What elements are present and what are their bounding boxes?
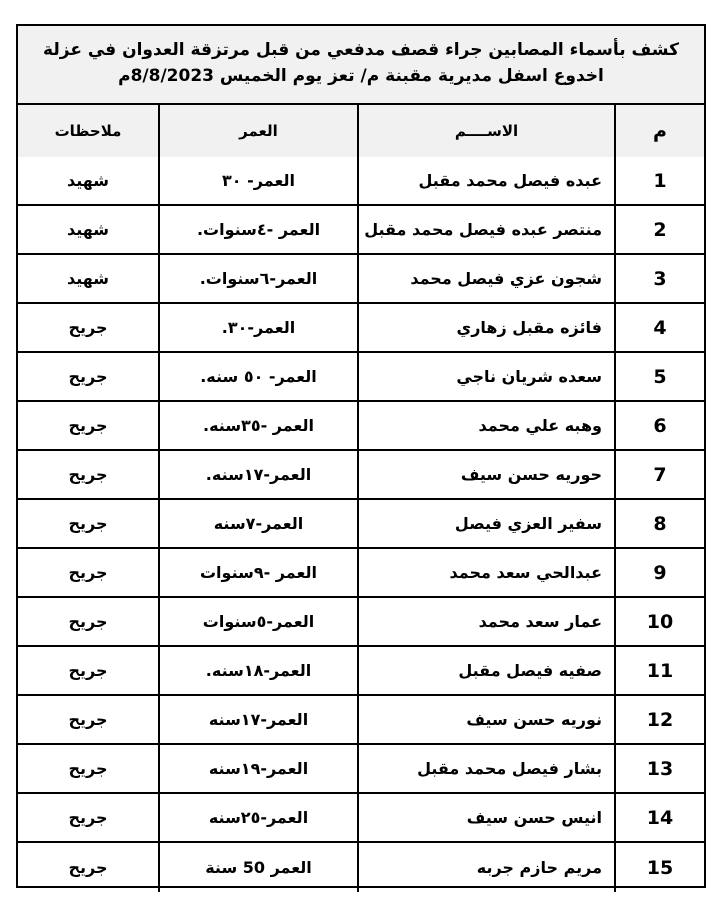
row-number-cell: 8	[616, 500, 704, 549]
row-notes-cell: جريح	[18, 402, 160, 451]
row-number-cell: 15	[646, 856, 674, 879]
row-notes-cell: جريح	[18, 843, 160, 892]
row-name-cell: سفير العزي فيصل	[359, 500, 616, 549]
row-notes-cell: جريح	[18, 451, 160, 500]
row-number-cell: 10	[616, 598, 704, 647]
row-age-cell: العمر -٤سنوات.	[160, 206, 359, 255]
header-name: الاســــم	[359, 105, 616, 157]
row-number-cell: 7	[616, 451, 704, 500]
row-notes-cell: شهيد	[18, 206, 160, 255]
row-age-cell: العمر-١٧سنه	[160, 696, 359, 745]
row-age-cell: العمر-١٩سنه	[160, 745, 359, 794]
row-name-cell: مريم حازم جربه	[359, 843, 616, 892]
table-row	[18, 451, 704, 500]
table-row	[18, 157, 704, 206]
row-notes-cell: جريح	[18, 500, 160, 549]
row-age-cell: العمر-١٧سنه.	[160, 451, 359, 500]
table-row	[18, 255, 704, 304]
row-name-cell: منتصر عبده فيصل محمد مقبل	[359, 206, 616, 255]
row-age-cell: العمر-١٨سنه.	[160, 647, 359, 696]
header-number: م	[616, 105, 704, 157]
table-row	[18, 696, 704, 745]
row-age-cell: العمر- ٥٠ سنه.	[160, 353, 359, 402]
row-name-cell: سعده شريان ناجي	[359, 353, 616, 402]
row-number-cell: 1	[616, 157, 704, 206]
title-line-1: كشف بأسماء المصابين جراء قصف مدفعي من قبل مرتزقة العدوان في عزلة	[43, 40, 679, 60]
row-number-cell: 6	[616, 402, 704, 451]
row-age-cell: العمر- ٣٠	[160, 157, 359, 206]
row-age-cell: العمر-٥سنوات	[160, 598, 359, 647]
row-age-cell: العمر -٩سنوات	[160, 549, 359, 598]
casualty-table	[18, 105, 704, 892]
row-name-cell: بشار فيصل محمد مقبل	[359, 745, 616, 794]
row-notes-cell: شهيد	[18, 157, 160, 206]
row-notes-cell: شهيد	[18, 255, 160, 304]
table-row	[18, 745, 704, 794]
header-notes: ملاحظات	[18, 105, 160, 157]
row-number-cell: 12	[616, 696, 704, 745]
document-title	[18, 26, 704, 105]
row-number-cell: 2	[616, 206, 704, 255]
row-name-cell: فائزه مقبل زهاري	[359, 304, 616, 353]
table-row	[18, 598, 704, 647]
row-name-cell: حوريه حسن سيف	[359, 451, 616, 500]
row-notes-cell: جريح	[18, 598, 160, 647]
row-name-cell: عمار سعد محمد	[359, 598, 616, 647]
row-notes-cell: جريح	[18, 549, 160, 598]
table-row	[18, 794, 704, 843]
header-age: العمر	[160, 105, 359, 157]
row-name-cell: صفيه فيصل مقبل	[359, 647, 616, 696]
row-notes-cell: جريح	[18, 353, 160, 402]
row-age-cell: العمر -٣٥سنه.	[160, 402, 359, 451]
row-name-cell: عبدالحي سعد محمد	[359, 549, 616, 598]
casualty-list-sheet	[16, 24, 706, 888]
row-number-cell: 9	[616, 549, 704, 598]
table-header-row	[18, 105, 704, 157]
row-age-cell: العمر 50 سنة	[160, 843, 359, 892]
table-row	[18, 647, 704, 696]
row-name-cell: انيس حسن سيف	[359, 794, 616, 843]
row-number-cell: 3	[616, 255, 704, 304]
row-name-cell: وهبه علي محمد	[359, 402, 616, 451]
row-age-cell: العمر-٣٠.	[160, 304, 359, 353]
row-notes-cell: جريح	[18, 794, 160, 843]
row-number-cell: 5	[616, 353, 704, 402]
row-name-cell: شجون عزي فيصل محمد	[359, 255, 616, 304]
row-notes-cell: جريح	[18, 647, 160, 696]
row-name-cell: عبده فيصل محمد مقبل	[359, 157, 616, 206]
table-row	[18, 206, 704, 255]
table-row	[18, 500, 704, 549]
row-notes-cell: جريح	[18, 304, 160, 353]
row-number-cell: 11	[616, 647, 704, 696]
row-number-cell: 4	[616, 304, 704, 353]
title-line-2: اخدوع اسفل مديرية مقبنة م/ تعز يوم الخميس 8/8/2023م	[118, 66, 604, 86]
row-age-cell: العمر-٢٥سنه	[160, 794, 359, 843]
row-number-cell: 14	[616, 794, 704, 843]
row-name-cell: نوريه حسن سيف	[359, 696, 616, 745]
table-row	[18, 402, 704, 451]
row-number-cell: 13	[616, 745, 704, 794]
row-age-cell: العمر-٧سنه	[160, 500, 359, 549]
table-row	[18, 353, 704, 402]
table-row	[18, 549, 704, 598]
row-notes-cell: جريح	[18, 745, 160, 794]
row-age-cell: العمر-٦سنوات.	[160, 255, 359, 304]
row-notes-cell: جريح	[18, 696, 160, 745]
table-row	[18, 304, 704, 353]
table-row	[18, 843, 704, 892]
